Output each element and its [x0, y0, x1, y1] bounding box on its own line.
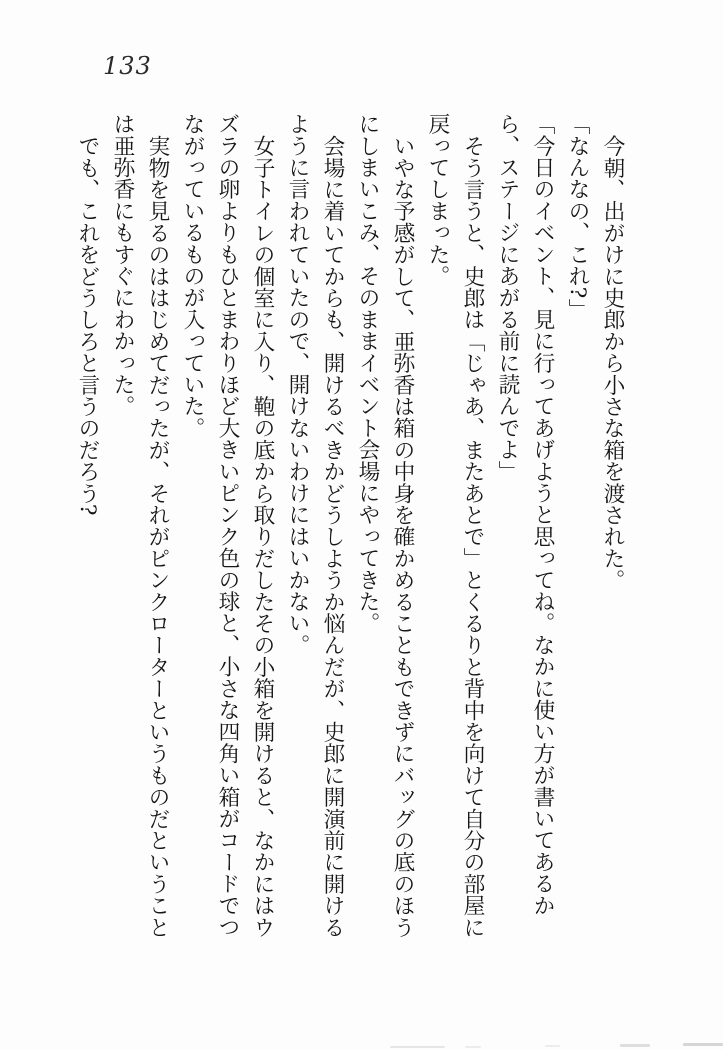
page-bleed-mark — [465, 1046, 481, 1048]
paragraph: 「今日のイベント、見に行ってあげようと思ってね。なかに使い方が書いてあるから、ステージにあがる前に読んでよ」 — [495, 113, 555, 916]
text-block — [70, 113, 630, 943]
paragraph: でも、これをどうしろと言うのだろう? — [75, 134, 100, 516]
page-bleed-mark — [545, 1045, 560, 1047]
paragraph: 実物を見るのははじめてだったが、それがピンクローターというものだということは亜弥香にもすぐにわかった。 — [110, 113, 170, 938]
page-bleed-mark — [390, 1046, 445, 1048]
page-number: 133 — [103, 52, 152, 80]
paragraph: いやな予感がして、亜弥香は箱の中身を確かめることもできずにバッグの底のほうにしまいこみ、そのままイベント会場にやってきた。 — [355, 113, 415, 938]
page-bleed-mark — [620, 1044, 650, 1047]
paragraph: そう言うと、史郎は「じゃあ、またあとで」とくるりと背中を向けて自分の部屋に戻ってしまった。 — [425, 113, 485, 938]
paragraph: 今朝、出がけに史郎から小さな箱を渡された。 — [600, 134, 625, 591]
paragraph: 会場に着いてからも、開けるべきかどうしようか悩んだが、史郎に開演前に開けるように言われていたので、開けないわけにはいかない。 — [285, 113, 345, 938]
paragraph: 「なんなの、これ?」 — [565, 113, 590, 320]
paragraph: 女子トイレの個室に入り、鞄の底から取りだしたその小箱を開けると、なかにはウズラの卵よりもひとまわりほど大きいピンク色の球と、小さな四角い箱がコードでつながっているものが入っていた。 — [180, 113, 275, 938]
page-bleed-mark — [683, 1043, 723, 1046]
